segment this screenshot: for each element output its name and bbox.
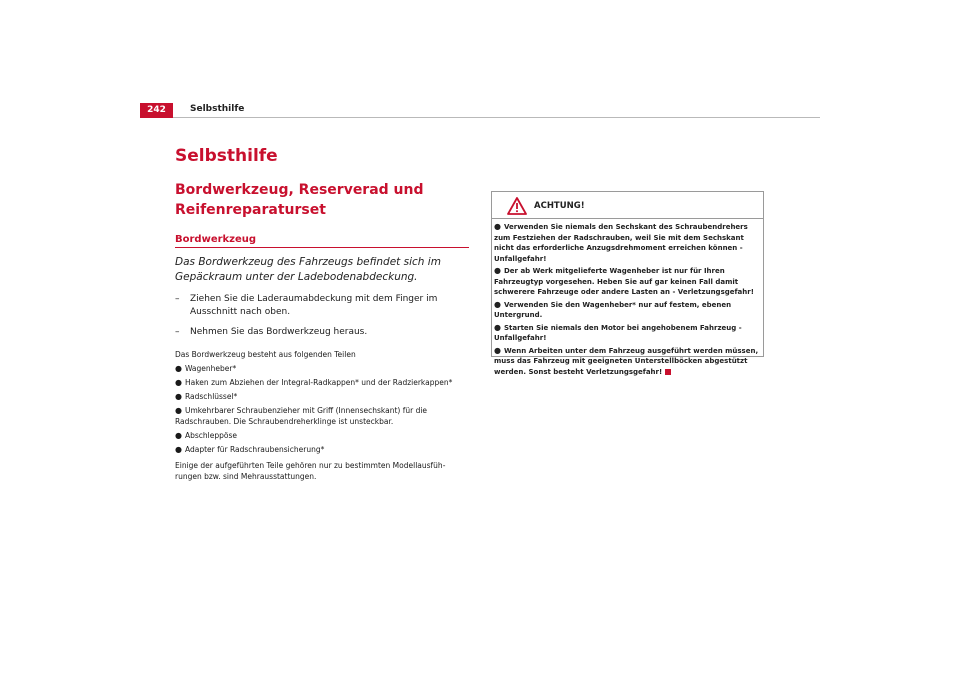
list-item-text: Umkehrbarer Schraubenzieher mit Griff (Innensechskant) für die Radschrauben. Die Schraubendreherklinge ist unsteckbar. [175, 406, 428, 426]
warning-triangle-icon [507, 197, 527, 215]
parts-lead: Das Bordwerkzeug besteht aus folgenden Teilen [175, 350, 356, 359]
list-item-text: Wagenheber* [185, 364, 237, 373]
warning-item [494, 346, 759, 378]
list-item [175, 405, 469, 427]
list-item [175, 377, 469, 388]
list-item-text: Haken zum Abziehen der Integral-Radkappen* und der Radzierkappen* [185, 378, 453, 387]
list-item-text: Radschlüssel* [185, 392, 238, 401]
warning-item [494, 222, 759, 264]
warning-body [492, 219, 763, 377]
warning-item-text: Wenn Arbeiten unter dem Fahrzeug ausgeführt werden müssen, muss das Fahrzeug mit geeigneten Unterstellböcken abgestützt werden. Sonst besteht Verletzungsgefahr! [494, 346, 759, 376]
dash-marker: – [175, 327, 180, 337]
warning-item-text: Der ab Werk mitgelieferte Wagenheber ist nur für Ihren Fahrzeugtyp vorgesehen. Heben Sie auf gar keinen Fall damit schwerere Fahrzeuge oder andere Lasten an - Verletzungsgefahr! [494, 267, 754, 296]
list-item-text: Abschleppöse [185, 431, 238, 440]
bullet-icon: ● [175, 392, 182, 401]
warning-item-text: Verwenden Sie den Wagenheber* nur auf festem, ebenen Untergrund. [494, 300, 732, 319]
header-rule [140, 117, 820, 118]
warning-item [494, 266, 759, 298]
step-item [175, 293, 469, 319]
list-item [175, 444, 469, 455]
end-of-section-marker [665, 369, 671, 375]
bullet-icon: ● [494, 266, 501, 275]
list-item-text: Adapter für Radschraubensicherung* [185, 445, 325, 454]
bullet-icon: ● [175, 445, 182, 454]
warning-item [494, 300, 759, 321]
warning-item-text: Starten Sie niemals den Motor bei angehobenem Fahrzeug - Unfallgefahr! [494, 323, 742, 342]
list-item [175, 430, 469, 441]
dash-marker: – [175, 294, 180, 304]
parts-list [175, 363, 469, 455]
list-item [175, 363, 469, 374]
bullet-icon: ● [175, 364, 182, 373]
chapter-title: Selbsthilfe [175, 146, 278, 166]
step-text: Ziehen Sie die Laderaumabdeckung mit dem Finger im Ausschnitt nach oben. [190, 294, 438, 317]
bullet-icon: ● [494, 299, 501, 309]
section-title: Bordwerkzeug, Reserverad und Reifenreparaturset [175, 182, 424, 218]
warning-item-text: Verwenden Sie niemals den Sechskant des Schraubendrehers zum Festziehen der Radschrauben, weil Sie mit dem Sechskant nicht das erforderliche Anzugsdrehmoment erreichen können - Unfallgefahr! [494, 223, 748, 263]
step-item [175, 326, 469, 339]
bullet-icon: ● [175, 406, 182, 415]
list-item [175, 391, 469, 402]
page-number: 242 [140, 103, 173, 118]
closing-note: Einige der aufgeführten Teile gehören nur zu bestimmten Modellausführungen bzw. sind Mehrausstattungen. [175, 461, 446, 481]
running-title: Selbsthilfe [190, 104, 245, 114]
subsection-title: Bordwerkzeug [175, 234, 469, 248]
main-column [175, 146, 469, 490]
step-text: Nehmen Sie das Bordwerkzeug heraus. [190, 327, 368, 337]
bullet-icon: ● [175, 431, 182, 440]
bullet-icon: ● [494, 345, 501, 355]
warning-header [492, 192, 763, 219]
bullet-icon: ● [175, 378, 182, 387]
warning-box [491, 191, 764, 376]
bullet-icon: ● [494, 222, 501, 231]
warning-title: ACHTUNG! [534, 201, 585, 211]
intro-text: Das Bordwerkzeug des Fahrzeugs befindet sich im Gepäckraum unter der Ladebodenabdeckung. [175, 256, 441, 283]
bullet-icon: ● [494, 322, 501, 332]
warning-item [494, 323, 759, 344]
